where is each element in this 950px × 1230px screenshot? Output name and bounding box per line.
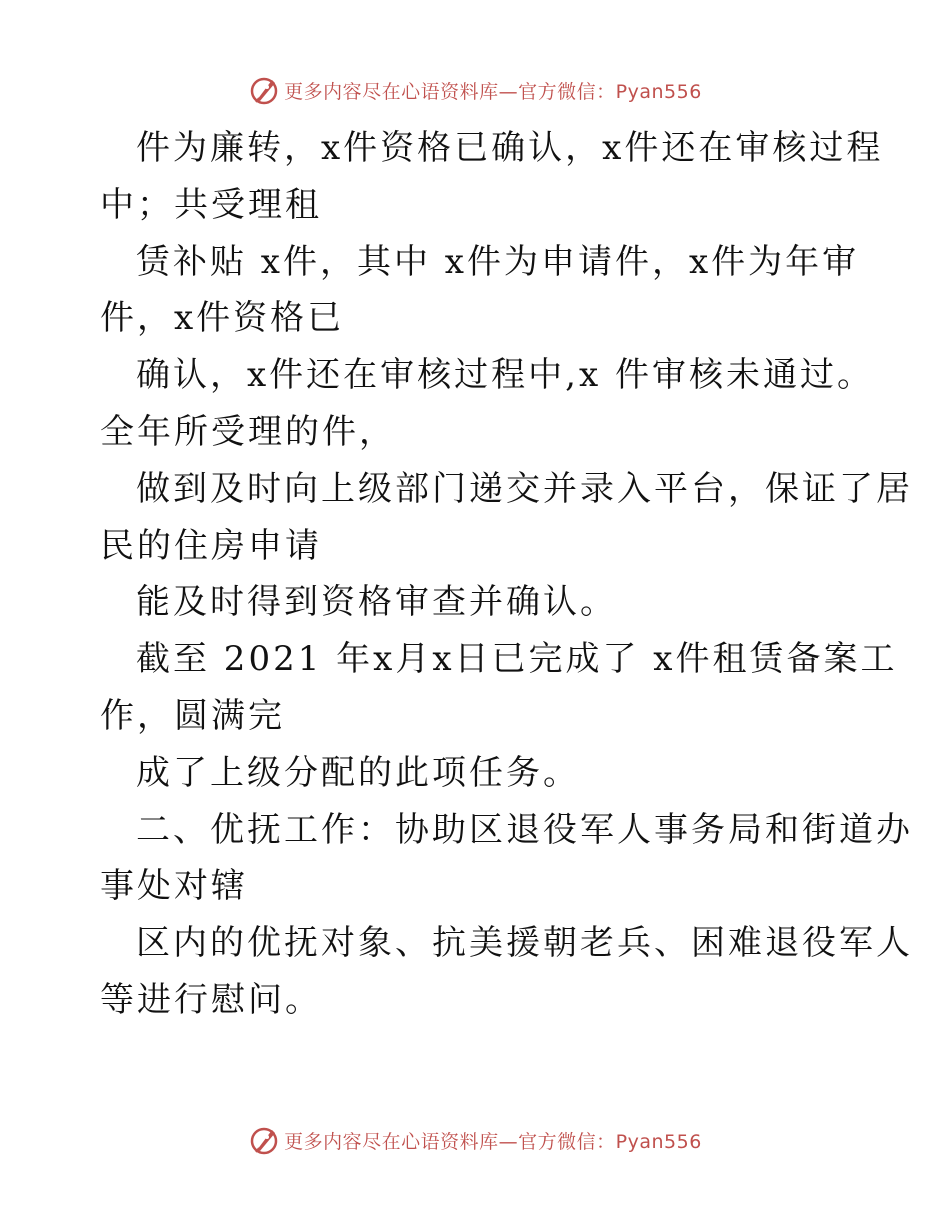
body-line-11: 作，圆满完 (100, 695, 285, 736)
body-line-13: 二、优抚工作：协助区退役军人事务局和街道办 (136, 809, 913, 850)
footer-banner (0, 1120, 950, 1160)
body-line-9: 能及时得到资格审查并确认。 (136, 582, 617, 623)
body-line-8: 民的住房申请 (100, 525, 322, 566)
header-wechat-text: 官方微信：Pyan556 (518, 80, 702, 103)
body-line-14: 事处对辖 (100, 866, 248, 907)
header-banner (0, 70, 950, 110)
body-line-6: 全年所受理的件， (100, 411, 396, 452)
body-line-2: 中；共受理租 (100, 184, 322, 225)
footer-wechat-text: 官方微信：Pyan556 (518, 1130, 702, 1153)
quill-pen-logo-icon (248, 74, 280, 106)
body-line-3: 赁补贴 x件，其中 x件为申请件，x件为年审 (136, 241, 860, 282)
body-line-5: 确认，x件还在审核过程中,x 件审核未通过。 (136, 355, 874, 396)
body-line-10: 截至 2021 年x月x日已完成了 x件租赁备案工 (136, 639, 898, 680)
quill-pen-logo-icon (248, 1124, 280, 1156)
header-separator: — (498, 80, 519, 103)
body-line-16: 等进行慰问。 (100, 979, 322, 1020)
header-site-text: 更多内容尽在心语资料库 (284, 80, 499, 103)
footer-site-text: 更多内容尽在心语资料库 (284, 1130, 499, 1153)
body-line-12: 成了上级分配的此项任务。 (136, 752, 580, 793)
body-line-7: 做到及时向上级部门递交并录入平台，保证了居 (136, 468, 913, 509)
body-line-15: 区内的优抚对象、抗美援朝老兵、困难退役军人 (136, 923, 913, 964)
body-line-4: 件，x件资格已 (100, 298, 345, 339)
footer-separator: — (498, 1130, 519, 1153)
document-body (100, 120, 913, 1029)
body-line-1: 件为廉转，x件资格已确认，x件还在审核过程 (136, 128, 884, 168)
